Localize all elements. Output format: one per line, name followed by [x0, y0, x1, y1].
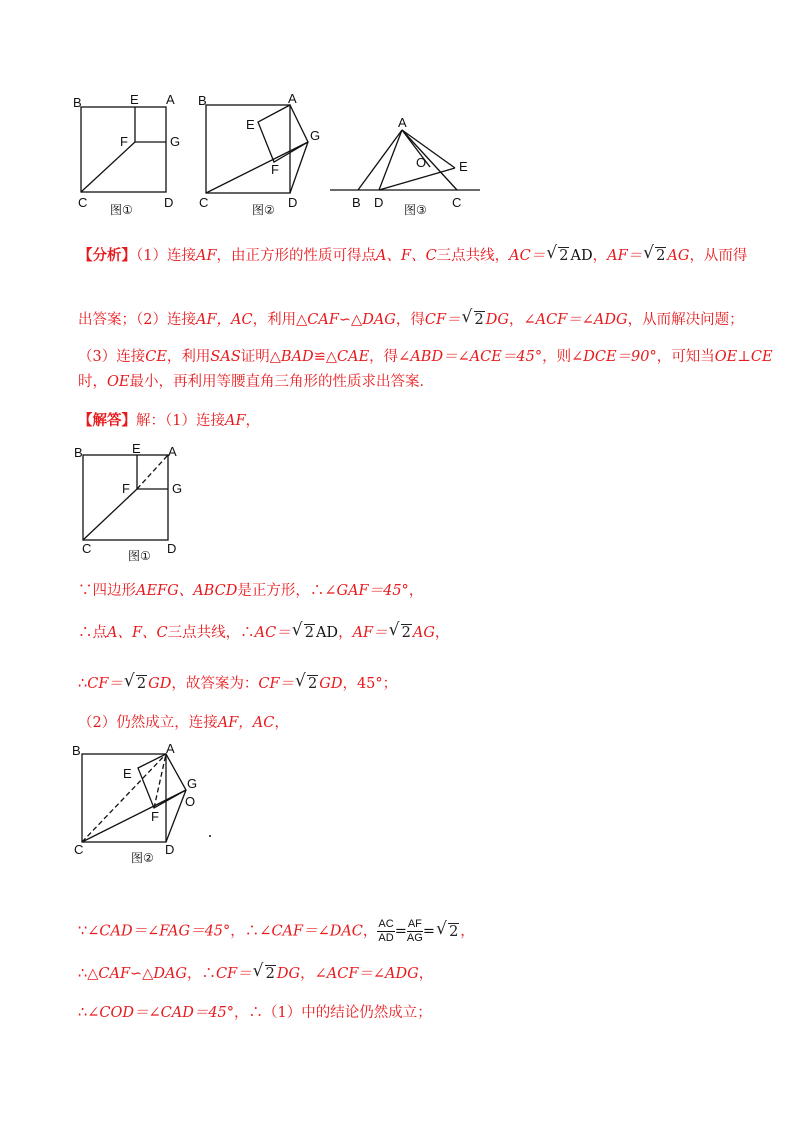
label-f: F	[271, 162, 279, 177]
label-c: C	[199, 195, 209, 210]
top-figure-1	[70, 92, 190, 222]
solution-tag: 【解答】	[78, 412, 136, 429]
figure-caption: 图②	[252, 203, 275, 217]
label-o: O	[185, 794, 196, 809]
label-f: F	[122, 481, 130, 496]
label-c: C	[82, 541, 92, 556]
sqrt-symbol: √ 2	[124, 673, 147, 695]
label-b: B	[198, 93, 207, 108]
label-e: E	[130, 92, 139, 107]
fraction-ac-ad: $\frac{AC}{AD}$	[378, 918, 394, 944]
sqrt-symbol: √ 2	[253, 963, 276, 985]
label-e: E	[123, 766, 132, 781]
solution-line-6: ∵∠CAD＝∠FAG＝45°，∴∠CAF＝∠DAC， $\frac{AC}{AD}$ = $\frac{AF}{AG}$ =√ 2 ，	[78, 918, 760, 945]
figure-caption: 图①	[110, 203, 133, 217]
fraction-af-ag: $\frac{AF}{AG}$	[406, 918, 423, 944]
analysis-line-4: 时，OE最小，再利用等腰直角三角形的性质求出答案．	[78, 374, 434, 390]
label-f: F	[120, 134, 128, 149]
label-c: C	[74, 842, 84, 857]
analysis-tag: 【分析】	[78, 247, 136, 264]
label-d: D	[167, 541, 177, 556]
label-a: A	[288, 92, 297, 106]
solution-line-3: ∴点A、F、C三点共线，∴AC＝√ 2 AD，AF＝√ 2 AG，	[78, 622, 760, 644]
solution-line-4: ∴CF＝√ 2 GD，故答案为：CF＝√ 2 GD，45°；	[78, 673, 760, 695]
label-a: A	[166, 92, 175, 107]
solution-line-8: ∴∠COD＝∠CAD＝45°，∴（1）中的结论仍然成立；	[78, 1005, 432, 1021]
label-g: G	[187, 776, 198, 791]
solution-line-1: 【解答】解：（1）连接AF，	[78, 412, 261, 429]
sqrt-symbol: √ 2	[292, 622, 315, 644]
label-d: D	[164, 195, 174, 210]
solution-line-2: ∵四边形AEFG、ABCD是正方形，∴∠GAF＝45°，	[78, 583, 424, 599]
label-b: B	[72, 743, 81, 758]
solution-figure-1	[70, 440, 190, 565]
label-g: G	[170, 134, 181, 149]
analysis-line-3: （3）连接CE，利用SAS证明△BAD≌△CAE，得∠ABD＝∠ACE＝45°，则∠DCE＝90°，可知当OE⊥CE	[78, 349, 773, 365]
label-b: B	[73, 95, 82, 110]
top-figure-3	[330, 115, 485, 220]
figure-caption: 图①	[128, 549, 151, 563]
label-a: A	[166, 741, 175, 756]
label-a: A	[398, 115, 407, 130]
sqrt-symbol: √ 2	[462, 309, 485, 331]
label-e: E	[459, 159, 468, 174]
figure-caption: 图③	[404, 203, 427, 217]
label-g: G	[310, 128, 321, 143]
analysis-line-1: 【分析】（1）连接AF，由正方形的性质可得点A、F、C三点共线，AC＝√ 2 AD，AF＝√ 2 AG，从而得	[78, 245, 760, 267]
sqrt-symbol: √ 2	[643, 245, 666, 267]
label-b: B	[352, 195, 361, 210]
label-f: F	[151, 809, 159, 824]
top-figure-2	[196, 92, 326, 222]
label-e: E	[132, 441, 141, 456]
label-c: C	[78, 195, 88, 210]
label-c: C	[452, 195, 462, 210]
label-e: E	[246, 117, 255, 132]
analysis-line-2: 出答案；（2）连接AF，AC，利用△CAF∽△DAG，得CF＝√ 2 DG，∠ACF＝∠ADG，从而解决问题；	[78, 309, 760, 331]
figure-caption: 图②	[131, 851, 154, 865]
label-b: B	[74, 445, 83, 460]
label-d: D	[374, 195, 384, 210]
sqrt-symbol: √ 2	[546, 245, 569, 267]
sqrt-symbol: √ 2	[436, 921, 459, 943]
solution-line-7: ∴△CAF∽△DAG，∴CF＝√ 2 DG，∠ACF＝∠ADG，	[78, 963, 760, 985]
label-o: O	[416, 155, 427, 170]
sqrt-symbol: √ 2	[389, 622, 412, 644]
label-g: G	[172, 481, 183, 496]
sqrt-symbol: √ 2	[295, 673, 318, 695]
solution-line-5: （2）仍然成立，连接AF，AC，	[78, 715, 289, 731]
label-d: D	[288, 195, 298, 210]
label-d: D	[165, 842, 175, 857]
label-a: A	[168, 444, 177, 459]
solution-figure-2	[68, 738, 218, 868]
